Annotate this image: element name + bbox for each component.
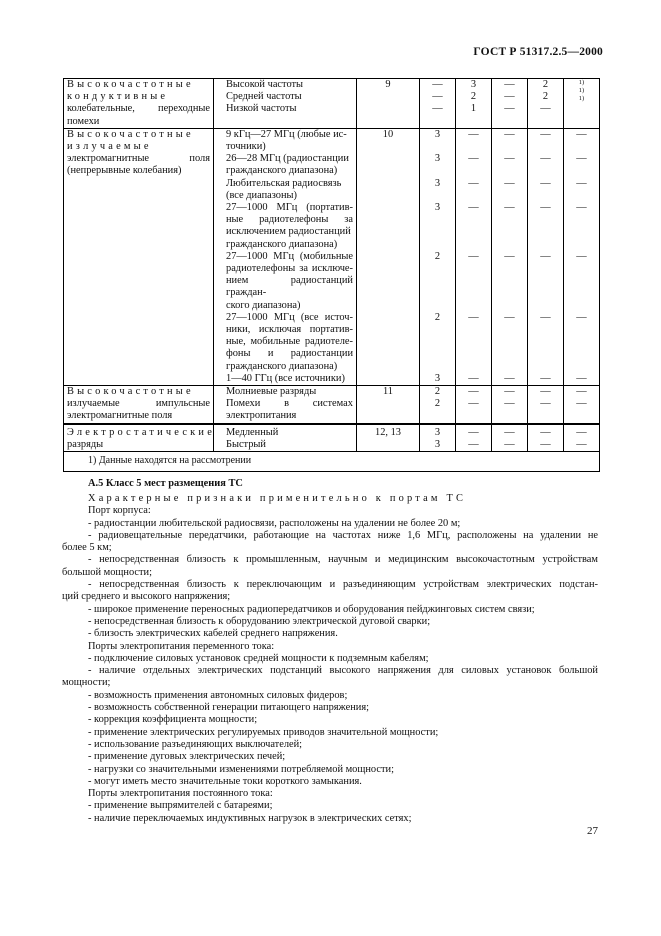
- paragraph-line: - могут иметь место значительные токи короткого замыкания.: [88, 775, 362, 787]
- paragraph-line: - подключение силовых установок средней мощности к подземным кабелям;: [88, 652, 429, 664]
- document-header: ГОСТ Р 51317.2.5—2000: [473, 46, 603, 58]
- value-cell: —: [528, 178, 564, 202]
- value-cell: —: [564, 373, 600, 386]
- value-cell: 3: [420, 153, 456, 177]
- paragraph-line: Порты электропитания постоянного тока:: [88, 788, 273, 800]
- value-cell: —: [456, 251, 492, 312]
- value-cell: —: [528, 312, 564, 373]
- sub-phenomenon-cell: 27—1000 МГц (все источ- ники, исключая портатив- ные, мобильные радиотеле- фоны и радиостанции гражданского диапазона): [214, 312, 357, 373]
- value-cell: —: [492, 178, 528, 202]
- paragraph-line: - применение выпрямителей с батареями;: [88, 800, 273, 812]
- paragraph-line: - радиовещательные передатчики, работающие на частотах ниже 1,6 МГц, расположены на удалении не: [88, 529, 598, 541]
- value-cell: —: [528, 153, 564, 177]
- paragraph-line: - применение дуговых электрических печей;: [88, 751, 286, 763]
- value-cell: —: [528, 128, 564, 153]
- standard-number-cell: 9: [357, 79, 420, 129]
- paragraph-line: - непосредственная близость к оборудованию электрической дуговой сварки;: [88, 615, 431, 627]
- value-cell: — —: [492, 423, 528, 451]
- paragraph-line: более 5 км;: [62, 542, 112, 554]
- value-cell: —: [492, 202, 528, 251]
- sub-phenomenon-cell: 27—1000 МГц (портатив- ные радиотелефоны за исключением радиостанций гражданского диапазона): [214, 202, 357, 251]
- value-cell: —: [528, 373, 564, 386]
- value-cell: 3 3: [420, 423, 456, 451]
- paragraph-line: большой мощности;: [62, 566, 153, 578]
- value-cell: — — —: [420, 79, 456, 129]
- table-row: [64, 386, 600, 424]
- footnote-ref-cell: 1) 1) 1): [564, 79, 600, 129]
- value-cell: —: [564, 178, 600, 202]
- value-cell: —: [564, 312, 600, 373]
- paragraph-line: - широкое применение переносных радиопередатчиков и оборудования пейджинговых систем связи;: [88, 603, 535, 615]
- paragraph-line: - радиостанции любительской радиосвязи, расположены на удалении не более 20 м;: [88, 517, 461, 529]
- phenomenon-cell: Высокочастотные излучаемые электромагнитные поля (непрерывные колебания): [64, 128, 214, 385]
- table-footnote: 1) Данные находятся на рассмотрении: [64, 452, 600, 472]
- value-cell: —: [456, 202, 492, 251]
- value-cell: 2: [420, 312, 456, 373]
- value-cell: — —: [456, 423, 492, 451]
- sub-phenomenon-cell: 1—40 ГГц (все источники): [214, 373, 357, 386]
- value-cell: — —: [528, 386, 564, 424]
- table-footnote-row: [64, 452, 600, 472]
- paragraph-line: ций среднего и высокого напряжения;: [62, 591, 231, 603]
- standard-number-cell: 11: [357, 386, 420, 424]
- value-cell: — —: [528, 423, 564, 451]
- value-cell: 3: [420, 128, 456, 153]
- value-cell: 3: [420, 373, 456, 386]
- paragraph-line: - применение электрических регулируемых приводов значительной мощности;: [88, 726, 439, 738]
- standard-number-cell: 10: [357, 128, 420, 385]
- value-cell: —: [456, 128, 492, 153]
- table-row: [64, 128, 600, 153]
- value-cell: 2: [420, 251, 456, 312]
- phenomenon-cell: Высокочастотные излучаемые импульсные электромагнитные поля: [64, 386, 214, 424]
- value-cell: —: [456, 153, 492, 177]
- value-cell: —: [456, 312, 492, 373]
- sub-phenomenon-cell: 9 кГц—27 МГц (любые ис- точники): [214, 128, 357, 153]
- paragraph-line: - наличие отдельных электрических подстанций высокого напряжения для силовых установок большой: [88, 665, 598, 677]
- paragraph-line: - непосредственная близость к промышленным, научным и медицинским высокочастотным устройствам: [88, 554, 598, 566]
- sub-phenomenon-cell: 26—28 МГц (радиостанции гражданского диапазона): [214, 153, 357, 177]
- paragraph-line: - нагрузки со значительными изменениями потребляемой мощности;: [88, 763, 394, 775]
- value-cell: — —: [564, 423, 600, 451]
- table-row: [64, 79, 600, 129]
- section-body: [62, 493, 598, 825]
- emc-table: [63, 78, 600, 472]
- phenomenon-cell: Высокочастотные кондуктивные колебательные, переходные помехи: [64, 79, 214, 129]
- paragraph-line: - использование разъединяющих выключателей;: [88, 738, 303, 750]
- value-cell: —: [564, 128, 600, 153]
- table-row: [64, 423, 600, 451]
- paragraph-line: Порты электропитания переменного тока:: [88, 640, 275, 652]
- value-cell: —: [564, 251, 600, 312]
- value-cell: — —: [492, 386, 528, 424]
- value-cell: —: [564, 153, 600, 177]
- value-cell: 3 2 1: [456, 79, 492, 129]
- paragraph-line: - коррекция коэффициента мощности;: [88, 714, 258, 726]
- sub-phenomenon-cell: Молниевые разряды Помехи в системах электропитания: [214, 386, 357, 424]
- value-cell: — —: [456, 386, 492, 424]
- value-cell: —: [564, 202, 600, 251]
- value-cell: — — —: [492, 79, 528, 129]
- value-cell: —: [492, 153, 528, 177]
- value-cell: 2 2: [420, 386, 456, 424]
- sub-phenomenon-cell: Высокой частоты Средней частоты Низкой частоты: [214, 79, 357, 129]
- value-cell: —: [456, 178, 492, 202]
- sub-phenomenon-cell: Медленный Быстрый: [214, 423, 357, 451]
- value-cell: —: [492, 373, 528, 386]
- value-cell: —: [528, 202, 564, 251]
- sub-phenomenon-cell: Любительская радиосвязь (все диапазоны): [214, 178, 357, 202]
- characteristics-heading: Характерные признаки применительно к портам ТС: [88, 493, 467, 504]
- value-cell: —: [456, 373, 492, 386]
- sub-phenomenon-cell: 27—1000 МГц (мобильные радиотелефоны за исключе- нием радиостанций граждан- ского диапазона): [214, 251, 357, 312]
- value-cell: —: [528, 251, 564, 312]
- section-title: А.5 Класс 5 мест размещения ТС: [88, 478, 243, 489]
- paragraph-line: - наличие переключаемых индуктивных нагрузок в электрических сетях;: [88, 812, 412, 824]
- phenomenon-cell: Электростатические разряды: [64, 423, 214, 451]
- standard-number-cell: 12, 13: [357, 423, 420, 451]
- paragraph-line: Порт корпуса:: [88, 505, 151, 517]
- value-cell: 2 2 —: [528, 79, 564, 129]
- paragraph-line: - близость электрических кабелей среднего напряжения.: [88, 628, 338, 640]
- value-cell: —: [492, 251, 528, 312]
- value-cell: 3: [420, 178, 456, 202]
- paragraph-line: - возможность собственной генерации питающего напряжения;: [88, 702, 369, 714]
- value-cell: —: [492, 128, 528, 153]
- value-cell: 3: [420, 202, 456, 251]
- page-number: 27: [587, 825, 598, 837]
- paragraph-line: - непосредственная близость к переключающим и разъединяющим устройствам электрических подстан-: [88, 579, 598, 591]
- value-cell: —: [492, 312, 528, 373]
- paragraph-line: - возможность применения автономных силовых фидеров;: [88, 689, 348, 701]
- paragraph-line: мощности;: [62, 677, 111, 689]
- value-cell: — —: [564, 386, 600, 424]
